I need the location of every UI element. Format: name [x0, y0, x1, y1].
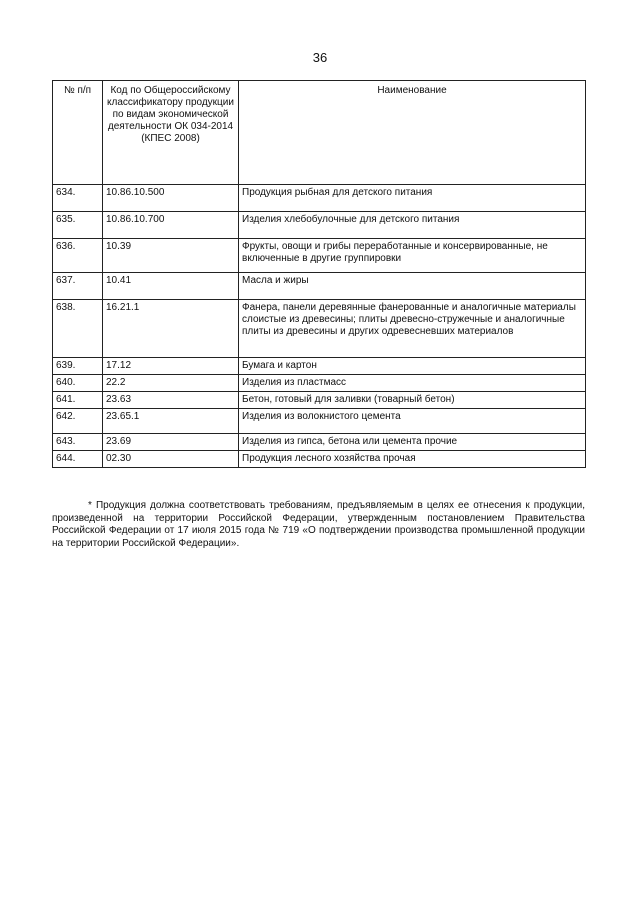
page-number: 36 — [312, 50, 328, 65]
row-num: 643. — [53, 434, 103, 451]
table-header-row — [53, 81, 586, 185]
row-code: 23.65.1 — [103, 409, 239, 434]
table-row — [53, 239, 586, 273]
row-num: 634. — [53, 185, 103, 212]
table-row — [53, 212, 586, 239]
row-code: 10.86.10.700 — [103, 212, 239, 239]
row-name: Продукция рыбная для детского питания — [239, 185, 586, 212]
row-name: Бетон, готовый для заливки (товарный бетон) — [239, 392, 586, 409]
header-name: Наименование — [239, 81, 586, 185]
row-name: Изделия из волокнистого цемента — [239, 409, 586, 434]
row-name: Изделия хлебобулочные для детского питания — [239, 212, 586, 239]
row-num: 638. — [53, 300, 103, 358]
row-code: 17.12 — [103, 358, 239, 375]
header-num: № п/п — [53, 81, 103, 185]
row-code: 23.63 — [103, 392, 239, 409]
row-code: 22.2 — [103, 375, 239, 392]
table-row — [53, 451, 586, 468]
row-num: 637. — [53, 273, 103, 300]
row-code: 10.86.10.500 — [103, 185, 239, 212]
row-name: Фрукты, овощи и грибы переработанные и консервированные, не включенные в другие группировки — [239, 239, 586, 273]
table-row — [53, 185, 586, 212]
table-row — [53, 392, 586, 409]
row-num: 639. — [53, 358, 103, 375]
row-num: 641. — [53, 392, 103, 409]
products-table — [52, 80, 586, 468]
table-row — [53, 434, 586, 451]
row-name: Изделия из гипса, бетона или цемента прочие — [239, 434, 586, 451]
row-code: 10.41 — [103, 273, 239, 300]
row-name: Продукция лесного хозяйства прочая — [239, 451, 586, 468]
row-num: 636. — [53, 239, 103, 273]
row-code: 10.39 — [103, 239, 239, 273]
table-row — [53, 273, 586, 300]
row-num: 635. — [53, 212, 103, 239]
row-code: 02.30 — [103, 451, 239, 468]
table-row — [53, 375, 586, 392]
row-name: Масла и жиры — [239, 273, 586, 300]
row-code: 16.21.1 — [103, 300, 239, 358]
row-num: 642. — [53, 409, 103, 434]
row-name: Бумага и картон — [239, 358, 586, 375]
row-name: Фанера, панели деревянные фанерованные и аналогичные материалы слоистые из древесины; плиты древесно-стружечные и аналогичные плиты из древесины и других одревесневших материалов — [239, 300, 586, 358]
footnote: * Продукция должна соответствовать требованиям, предъявляемым в целях ее отнесения к продукции, произведенной на территории Российской Федерации, утвержденным постановлением Правительства Российской Федерации от 17 июля 2015 года № 719 «О подтверждении производства промышленной продукции на территории Российской Федерации». — [52, 500, 585, 549]
row-name: Изделия из пластмасс — [239, 375, 586, 392]
row-code: 23.69 — [103, 434, 239, 451]
header-code: Код по Общероссийскому классификатору продукции по видам экономической деятельности ОК 034-2014 (КПЕС 2008) — [103, 81, 239, 185]
row-num: 640. — [53, 375, 103, 392]
table-row — [53, 300, 586, 358]
row-num: 644. — [53, 451, 103, 468]
table-row — [53, 358, 586, 375]
table-row — [53, 409, 586, 434]
